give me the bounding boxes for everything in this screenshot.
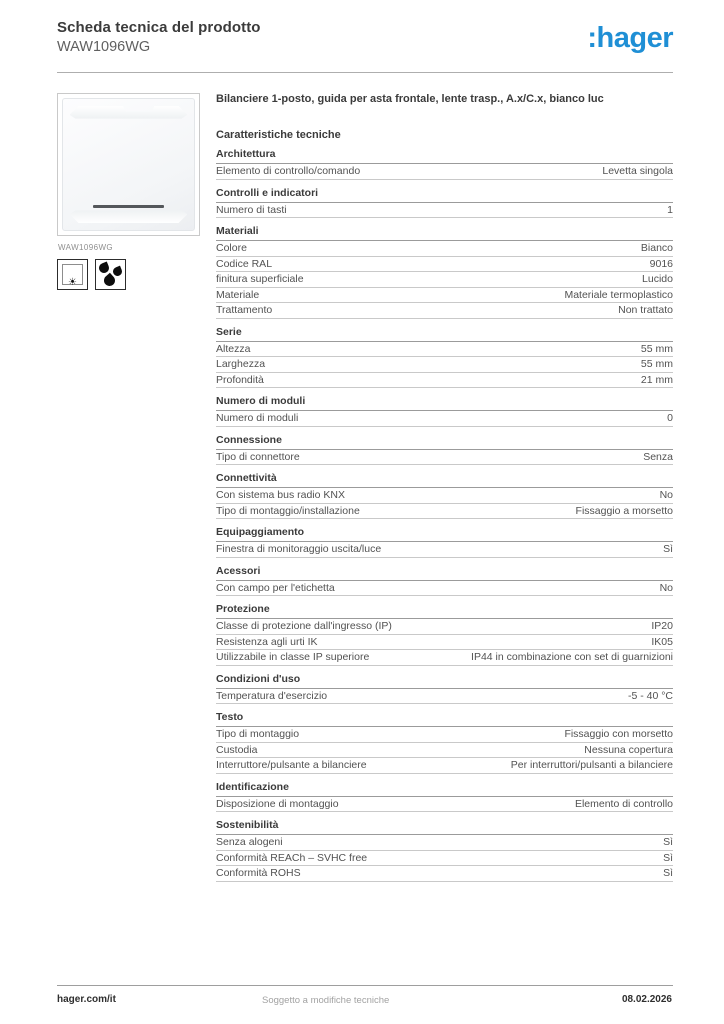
spec-value: Materiale termoplastico: [564, 288, 673, 301]
spec-section: [216, 435, 673, 466]
tech-sections: [216, 149, 673, 882]
footer-date: 08.02.2026: [621, 994, 672, 1005]
spec-value: Per interruttori/pulsanti a bilanciere: [510, 759, 673, 771]
spec-value: Non trattato: [618, 304, 673, 316]
spec-row: [216, 303, 673, 319]
spec-section: [216, 527, 673, 558]
spec-section-title: Serie: [216, 327, 673, 342]
spec-section: [216, 149, 673, 180]
spec-table-title: Caratteristiche tecniche: [216, 129, 341, 141]
spec-value: Fissaggio con morsetto: [564, 728, 673, 740]
spec-label: Finestra di monitoraggio uscita/luce: [216, 543, 382, 555]
spec-row: [216, 342, 673, 358]
spec-label: Temperatura d'esercizio: [216, 689, 328, 702]
indicator-lens: [93, 205, 164, 208]
spec-value: No: [659, 489, 673, 501]
spec-section: [216, 473, 673, 519]
spec-section: [216, 782, 673, 813]
spec-label: Tipo di connettore: [216, 450, 300, 463]
spec-value: 55 mm: [640, 358, 673, 370]
spec-value: Fissaggio a morsetto: [575, 504, 673, 517]
product-image: [57, 93, 200, 236]
spec-column: [216, 93, 673, 882]
spec-value: Elemento di controllo: [574, 797, 673, 810]
spec-value: Sì: [663, 867, 673, 879]
spec-row: [216, 504, 673, 520]
spec-label: Tipo di montaggio/installazione: [216, 504, 360, 517]
spec-label: Utilizzabile in classe IP superiore: [216, 651, 370, 663]
footer-site-link[interactable]: hager.com/it: [57, 994, 116, 1005]
spec-row: [216, 241, 673, 257]
spec-row: [216, 758, 673, 774]
spec-value: 0: [667, 412, 673, 424]
spec-section: [216, 188, 673, 219]
spec-row: [216, 357, 673, 373]
spec-row: [216, 450, 673, 466]
spec-section-title: Protezione: [216, 604, 673, 619]
spec-value: Senza: [643, 450, 673, 463]
spec-row: [216, 257, 673, 273]
spec-section-title: Equipaggiamento: [216, 527, 673, 542]
illuminated-control-icon: [57, 259, 88, 290]
spec-section-title: Testo: [216, 712, 673, 727]
spec-row: [216, 288, 673, 304]
spec-value: IP44 in combinazione con set di guarnizioni: [471, 651, 673, 663]
spec-section: [216, 712, 673, 774]
spec-value: 1: [667, 203, 673, 216]
spec-label: finitura superficiale: [216, 273, 304, 285]
spec-section-title: Architettura: [216, 149, 673, 164]
spec-row: [216, 272, 673, 288]
image-caption: WAW1096WG: [58, 243, 114, 252]
spec-section-title: Sostenibilità: [216, 820, 673, 835]
spec-row: [216, 619, 673, 635]
spec-label: Tipo di montaggio: [216, 728, 300, 740]
spec-label: Codice RAL: [216, 257, 273, 270]
drop-shape: [112, 266, 124, 278]
spec-value: -5 - 40 °C: [627, 689, 673, 702]
spec-label: Senza alogeni: [216, 836, 283, 848]
pictogram-row: [57, 259, 126, 290]
spec-label: Con campo per l'etichetta: [216, 581, 335, 594]
spec-row: [216, 650, 673, 666]
spec-label: Interruttore/pulsante a bilanciere: [216, 759, 367, 771]
spec-section: [216, 396, 673, 427]
spec-label: Numero di moduli: [216, 412, 299, 424]
product-description: Bilanciere 1-posto, guida per asta frontale, lente trasp., A.x/C.x, bianco luc: [216, 93, 604, 105]
spec-section-title: Connessione: [216, 435, 673, 450]
spec-label: Con sistema bus radio KNX: [216, 489, 345, 501]
spec-value: Sì: [663, 543, 673, 555]
spec-label: Profondità: [216, 373, 264, 386]
spec-section: [216, 604, 673, 666]
spec-label: Colore: [216, 242, 247, 254]
spec-value: No: [659, 581, 673, 594]
page-title: Scheda tecnica del prodotto: [57, 19, 261, 36]
water-drops-icon: [95, 259, 126, 290]
spec-label: Classe di protezione dall'ingresso (IP): [216, 620, 392, 632]
spec-row: [216, 635, 673, 651]
spec-label: Resistenza agli urti IK: [216, 635, 318, 648]
spec-row: [216, 581, 673, 597]
spec-value: Bianco: [640, 242, 673, 254]
spec-row: [216, 851, 673, 867]
header-divider: [57, 72, 673, 73]
footer-divider: [57, 985, 673, 986]
spec-row: [216, 797, 673, 813]
spec-row: [216, 689, 673, 705]
rocker-switch-plate: [62, 98, 195, 231]
spec-section: [216, 566, 673, 597]
spec-label: Custodia: [216, 743, 258, 756]
spec-value: IK05: [651, 635, 673, 648]
spec-section: [216, 226, 673, 319]
spec-section-title: Controlli e indicatori: [216, 188, 673, 203]
spec-value: 21 mm: [640, 373, 673, 386]
spec-label: Altezza: [216, 342, 251, 355]
spec-row: [216, 373, 673, 389]
spec-section: [216, 327, 673, 389]
spec-label: Larghezza: [216, 358, 266, 370]
spec-section-title: Condizioni d'uso: [216, 674, 673, 689]
spec-value: IP20: [651, 620, 673, 632]
spec-label: Conformità REACh – SVHC free: [216, 851, 368, 864]
spec-row: [216, 835, 673, 851]
spec-section-title: Identificazione: [216, 782, 673, 797]
plate-top-ridge: [70, 106, 188, 119]
spec-label: Disposizione di montaggio: [216, 797, 339, 810]
light-glyph: ☀: [68, 277, 77, 288]
footer-note: Soggetto a modifiche tecniche: [262, 995, 390, 1006]
spec-row: [216, 727, 673, 743]
spec-section: [216, 820, 673, 882]
spec-label: Conformità ROHS: [216, 867, 301, 879]
plate-bottom-ridge: [70, 210, 188, 223]
spec-value: 9016: [649, 257, 673, 270]
spec-row: [216, 203, 673, 219]
spec-value: 55 mm: [640, 342, 673, 355]
spec-label: Materiale: [216, 288, 260, 301]
spec-label: Numero di tasti: [216, 203, 287, 216]
spec-label: Trattamento: [216, 304, 273, 316]
spec-row: [216, 866, 673, 882]
spec-section-title: Acessori: [216, 566, 673, 581]
spec-label: Elemento di controllo/comando: [216, 165, 361, 177]
spec-section-title: Numero di moduli: [216, 396, 673, 411]
spec-row: [216, 743, 673, 759]
product-code: WAW1096WG: [57, 39, 151, 55]
spec-row: [216, 488, 673, 504]
spec-section: [216, 674, 673, 705]
spec-section-title: Materiali: [216, 226, 673, 241]
spec-row: [216, 542, 673, 558]
spec-value: Sì: [663, 851, 673, 864]
spec-value: Nessuna copertura: [584, 743, 673, 756]
spec-value: Lucido: [642, 273, 673, 285]
spec-section-title: Connettività: [216, 473, 673, 488]
spec-value: Sì: [663, 836, 673, 848]
spec-row: [216, 411, 673, 427]
spec-row: [216, 164, 673, 180]
spec-value: Levetta singola: [602, 165, 673, 177]
hager-logo: :hager: [587, 22, 673, 54]
